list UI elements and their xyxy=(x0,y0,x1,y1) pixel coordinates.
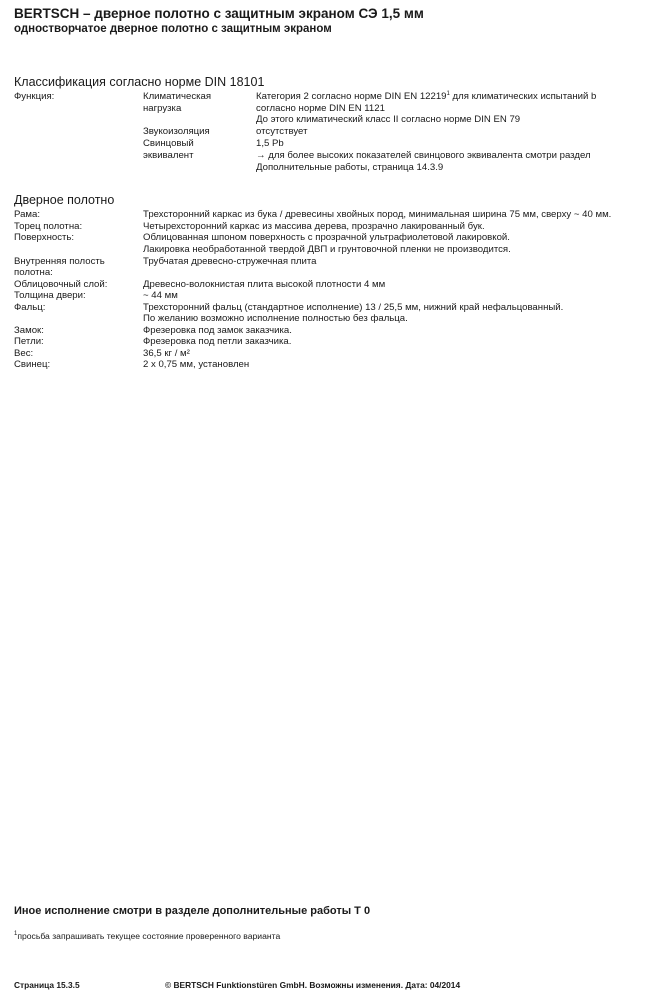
spec-value: 2 x 0,75 мм, установлен xyxy=(143,359,250,370)
spec-value: Лакировка необработанной твердой ДВП и грунтовочной пленки не производится. xyxy=(143,244,511,255)
spec-label: Торец полотна: xyxy=(14,221,83,232)
climate-label-line2: нагрузка xyxy=(143,103,182,114)
footnote-text: просьба запрашивать текущее состояние проверенного варианта xyxy=(17,931,281,941)
climate-value-line2: согласно норме DIN EN 1121 xyxy=(256,103,385,114)
spec-value: Древесно-волокнистая плита высокой плотности 4 мм xyxy=(143,279,386,290)
lead-value-line2: → для более высоких показателей свинцового эквивалента смотри раздел xyxy=(256,150,591,161)
spec-value: Фрезеровка под замок заказчика. xyxy=(143,325,292,336)
footnote xyxy=(14,931,280,941)
sound-label: Звукоизоляция xyxy=(143,126,210,137)
lead-value-line3: Дополнительные работы, страница 14.3.9 xyxy=(256,162,444,173)
copyright: © BERTSCH Funktionstüren GmbH. Возможны изменения. Дата: 04/2014 xyxy=(165,980,461,990)
spec-label: Рама: xyxy=(14,209,41,220)
lead-label-line1: Свинцовый xyxy=(143,138,194,149)
spec-label: полотна: xyxy=(14,267,53,278)
spec-label: Толщина двери: xyxy=(14,290,86,301)
lead-value-line1: 1,5 Pb xyxy=(256,138,284,149)
spec-label: Фальц: xyxy=(14,302,46,313)
spec-value: Фрезеровка под петли заказчика. xyxy=(143,336,292,347)
footnote-marker: 1 xyxy=(446,90,450,97)
spec-value: Четырехсторонний каркас из массива дерева, прозрачно лакированный бук. xyxy=(143,221,485,232)
footnote-number: 1 xyxy=(14,931,18,938)
spec-value: Облицованная шпоном поверхность с прозрачной ультрафиолетовой лакировкой. xyxy=(143,232,510,243)
spec-label: Вес: xyxy=(14,348,34,359)
climate-value-line1 xyxy=(256,91,596,103)
climate-value-line3: До этого климатический класс II согласно норме DIN EN 79 xyxy=(256,114,521,125)
sound-value: отсутствует xyxy=(256,126,308,137)
door-heading: Дверное полотно xyxy=(14,193,115,207)
document-subtitle: одностворчатое дверное полотно с защитным экраном xyxy=(14,23,332,35)
spec-value: 36,5 кг / м² xyxy=(143,348,190,359)
spec-value: Трубчатая древесно-стружечная плита xyxy=(143,256,317,267)
spec-value: Трехсторонний каркас из бука / древесины хвойных пород, минимальная ширина 75 мм, сверху ~ 40 мм. xyxy=(143,209,612,220)
spec-label: Поверхность: xyxy=(14,232,75,243)
additional-works-note: Иное исполнение смотри в разделе дополнительные работы Т 0 xyxy=(14,905,371,917)
spec-label: Замок: xyxy=(14,325,44,336)
function-label: Функция: xyxy=(14,91,55,102)
spec-label: Облицовочный слой: xyxy=(14,279,108,290)
climate-value-text-end: для климатических испытаний b xyxy=(449,91,597,102)
climate-label-line1: Климатическая xyxy=(143,91,212,102)
spec-value: ~ 44 мм xyxy=(143,290,178,301)
spec-value: По желанию возможно исполнение полностью без фальца. xyxy=(143,313,408,324)
document-title: BERTSCH – дверное полотно с защитным экраном СЭ 1,5 мм xyxy=(14,6,424,21)
classification-heading: Классификация согласно норме DIN 18101 xyxy=(14,75,265,89)
spec-label: Свинец: xyxy=(14,359,51,370)
spec-label: Внутренняя полость xyxy=(14,256,105,267)
climate-value-text: Категория 2 согласно норме DIN EN 12219 xyxy=(256,91,447,102)
lead-label-line2: эквивалент xyxy=(143,150,194,161)
spec-value: Трехсторонний фальц (стандартное исполнение) 13 / 25,5 мм, нижний край нефальцованный. xyxy=(143,302,564,313)
page-number: Страница 15.3.5 xyxy=(14,980,80,990)
spec-label: Петли: xyxy=(14,336,44,347)
